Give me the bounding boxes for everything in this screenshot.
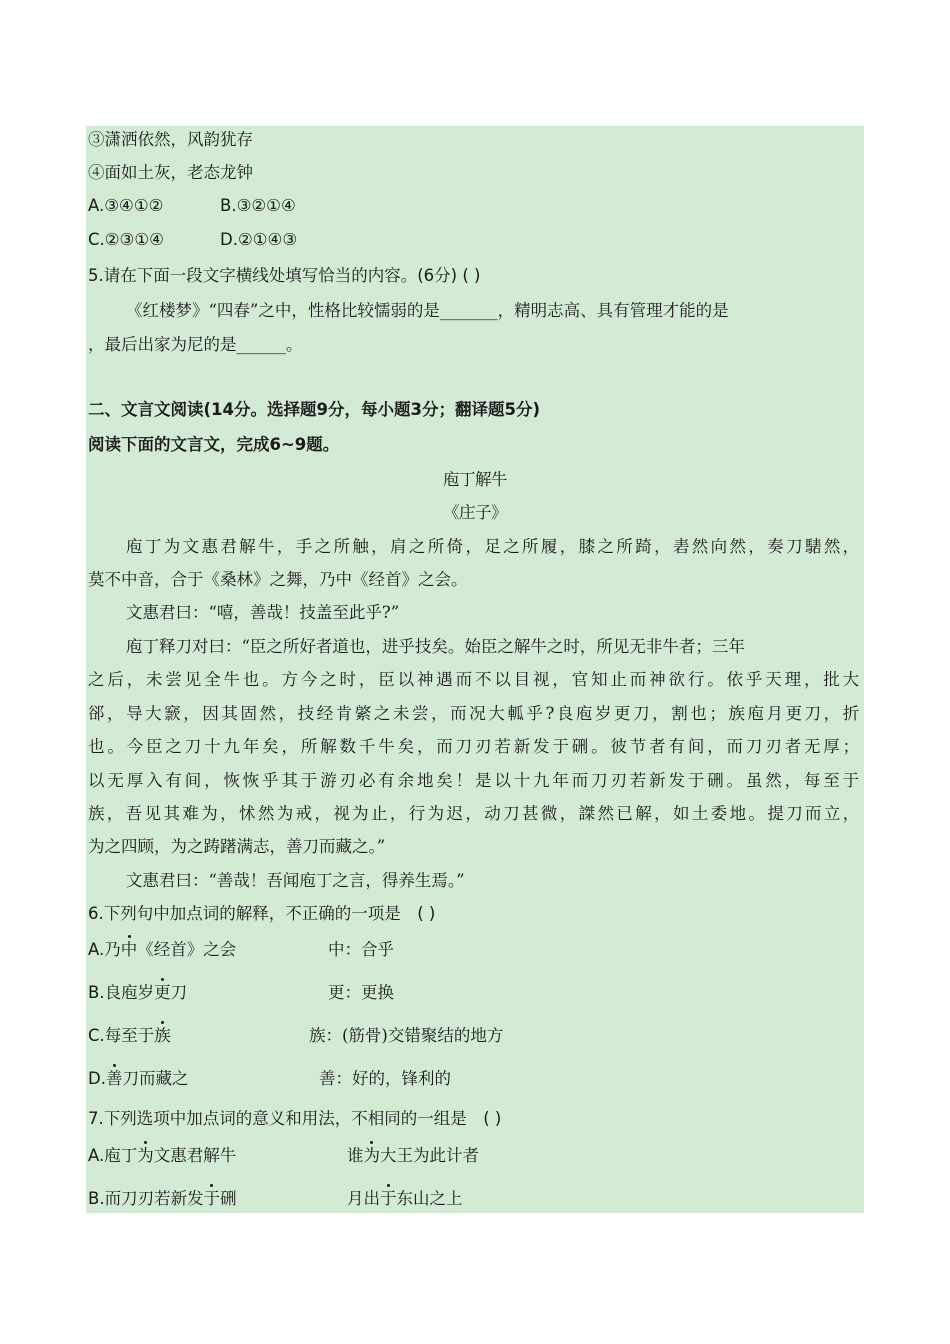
passage-p3-line-2: 之后，未尝见全牛也。方今之时，臣以神遇而不以目视，官知止而神欲行。依乎天理，批大 <box>88 670 862 689</box>
q4-choice-a: A.③④①② <box>88 196 164 215</box>
section-2-heading: 二、文言文阅读(14分。选择题9分，每小题3分；翻译题5分) <box>88 400 540 419</box>
q4-choice-c: C.②③①④ <box>88 230 164 249</box>
document-page <box>86 126 864 1213</box>
q6-option-a: A.乃中《经首》之会 中：合乎 <box>88 938 236 962</box>
dotted-word: 为 <box>137 1144 154 1168</box>
passage-p3-line-4: 也。今臣之刀十九年矣，所解数千牛矣，而刀刃若新发于硎。彼节者有间，而刀刃者无厚； <box>88 737 862 756</box>
passage-p3-line-3: 郤，导大窾，因其固然，技经肯綮之未尝，而况大軱乎?良庖岁更刀，割也；族庖月更刀，折 <box>88 704 862 723</box>
q7-option-a-compare: 谁为大王为此计者 <box>347 1144 479 1168</box>
q6-stem: 6.下列句中加点词的解释，不正确的一项是 ( ) <box>88 904 436 923</box>
dotted-word: 为 <box>364 1144 381 1168</box>
q4-option-3: ③潇洒依然，风韵犹存 <box>88 130 253 149</box>
dotted-word: 于 <box>380 1187 397 1211</box>
section-2-instruction: 阅读下面的文言文，完成6~9题。 <box>88 435 340 454</box>
q6-option-c: C.每至于族 族：(筋骨)交错聚结的地方 <box>88 1024 171 1048</box>
dotted-word: 更 <box>154 981 171 1005</box>
q5-stem: 5.请在下面一段文字横线处填写恰当的内容。(6分) ( ) <box>88 266 481 285</box>
passage-p4: 文惠君曰：“善哉！吾闻庖丁之言，得养生焉。” <box>126 871 465 890</box>
passage-p3-line-7: 为之四顾，为之踌躇满志，善刀而藏之。” <box>88 837 386 856</box>
q5-body-line-2: ，最后出家为尼的是______。 <box>88 335 303 354</box>
passage-title: 庖丁解牛 <box>443 470 507 489</box>
q4-option-4: ④面如土灰，老态龙钟 <box>88 163 253 182</box>
dotted-word: 族 <box>154 1024 171 1048</box>
q4-choice-b: B.③②①④ <box>220 196 296 215</box>
q6-option-c-gloss: 族：(筋骨)交错聚结的地方 <box>309 1026 504 1045</box>
q6-option-a-gloss: 中：合乎 <box>328 940 394 959</box>
dotted-word: 于 <box>204 1187 221 1211</box>
passage-p1-line-1: 庖丁为文惠君解牛，手之所触，肩之所倚，足之所履，膝之所踦，砉然向然，奏刀騞然， <box>126 537 862 556</box>
q7-stem: 7.下列选项中加点词的意义和用法，不相同的一组是 ( ) <box>88 1109 502 1128</box>
dotted-word: 善 <box>106 1067 123 1091</box>
q4-choice-row-2 <box>88 228 298 252</box>
q5-body-line-1: 《红楼梦》“四春”之中，性格比较懦弱的是_______，精明志高、具有管理才能的是 <box>126 301 729 320</box>
passage-p3-line-6: 族，吾见其难为，怵然为戒，视为止，行为迟，动刀甚微，謋然已解，如土委地。提刀而立， <box>88 804 862 823</box>
q4-choice-d: D.②①④③ <box>220 230 298 249</box>
q7-option-a: A.庖丁为文惠君解牛 谁为大王为此计者 <box>88 1144 236 1168</box>
dotted-word: 中 <box>121 938 138 962</box>
passage-p3-line-1: 庖丁释刀对曰：“臣之所好者道也，进乎技矣。始臣之解牛之时，所见无非牛者；三年 <box>126 637 745 656</box>
q6-option-d-gloss: 善：好的，锋利的 <box>319 1069 451 1088</box>
q7-option-b-compare: 月出于东山之上 <box>347 1187 463 1211</box>
passage-p2: 文惠君曰：“嘻，善哉！技盖至此乎?” <box>126 603 400 622</box>
q4-choice-row-1 <box>88 194 296 218</box>
q7-option-b: B.而刀刃若新发于硎 月出于东山之上 <box>88 1187 237 1211</box>
q6-option-b-gloss: 更：更换 <box>328 983 394 1002</box>
passage-p3-line-5: 以无厚入有间，恢恢乎其于游刃必有余地矣！是以十九年而刀刃若新发于硎。虽然，每至于 <box>88 771 862 790</box>
passage-p1-line-2: 莫不中音，合于《桑林》之舞，乃中《经首》之会。 <box>88 570 468 589</box>
q6-option-b: B.良庖岁更刀 更：更换 <box>88 981 187 1005</box>
passage-author: 《庄子》 <box>443 503 507 522</box>
q6-option-d: D.善刀而藏之 善：好的，锋利的 <box>88 1067 188 1091</box>
